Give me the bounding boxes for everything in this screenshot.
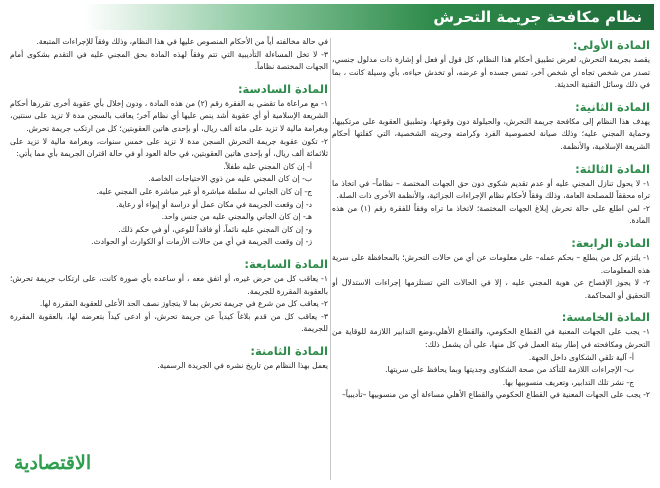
article-5-clause-1: ١- يجب على الجهات المعنية في القطاع الحكومي، والقطاع الأهلي،وضع التدابير اللازمة للوقاية من التحرش ومكافحته في إطار بيئة العمل في كل منها، على أن يشمل ذلك: (332, 327, 650, 349)
article-6-item: و- إن كان المجني عليه نائماً، أو فاقداً للوعي، أو في حكم ذلك. (118, 224, 312, 234)
article-7-clause-2: ٢- يعاقب كل من شرع في جريمة تحرش بما لا يتجاوز نصف الحد الأعلى للعقوبة المقررة لها. (39, 299, 328, 309)
article-8-text: يعمل بهذا النظام من تاريخ نشره في الجريدة الرسمية. (157, 360, 328, 370)
publisher-logo: الاقتصادية (14, 452, 92, 474)
article-4-clause-2: ٢- لا يجوز الإفصاح عن هوية المجني عليه ، إلا في الحالات التي تستلزمها إجراءات الاستدلال أو التحقيق أو المحاكمة. (332, 278, 650, 300)
article-5-continued-text: في حالة مخالفته أياً من الأحكام المنصوص عليها في هذا النظام، وذلك وفقاً للإجراءات المتبعة. (36, 37, 328, 46)
article-3-clause-2: ٢- لمن اطلع على حالة تحرش إبلاغ الجهات المختصة؛ لاتخاذ ما تراه وفقاً للفقرة رقم (١) من هذه المادة. (332, 203, 650, 226)
article-5-item-a: أ- آلية تلقي الشكاوى داخل الجهة. (528, 352, 634, 362)
article-5-heading: المادة الخامسة: (561, 310, 650, 325)
article-6-item: ج- إن كان الجاني له سلطة مباشرة أو غير مباشرة على المجني عليه. (96, 186, 312, 196)
article-4-heading: المادة الرابعة: (571, 235, 650, 250)
article-3-clause-1: ١- لا يحول تنازل المجني عليه أو عدم تقديم شكوى دون حق الجهات المختصة – نظاماً– في اتخاذ ما تراه محققاً للمصلحة العامة، وذلك وفقاً لأحكام نظام الإجراءات الجزائية، والأنظمة الأخرى ذات الصلة. (332, 178, 650, 201)
article-7-heading: المادة السابعة: (244, 256, 328, 271)
article-2-heading: المادة الثانية: (575, 99, 650, 114)
title-bar (6, 4, 654, 30)
article-6-item: ب- إن كان المجني عليه من ذوي الاحتياجات الخاصة. (148, 174, 312, 184)
article-5-clause-2: ٢- يجب على الجهات المعنية في القطاع الحكومي والقطاع الأهلي مساءلة أي من منسوبيها –تأديبياً– (341, 390, 650, 400)
article-4-clause-1: ١- يلتزم كل من يطلع – بحكم عمله– على معلومات عن أي من حالات التحرش؛ بالمحافظة على سرية هذه المعلومات. (332, 252, 650, 275)
article-5-item-b: ب- الإجراءات اللازمة للتأكد من صحة الشكاوى وجديتها وبما يحافظ على سريتها. (385, 365, 634, 375)
right-column (332, 36, 650, 486)
article-1-text: يقصد بجريمة التحرش، لغرض تطبيق أحكام هذا النظام، كل قول أو فعل أو إشارة ذات مدلول جنسي، تصدر من شخص تجاه أي شخص آخر، تمس جسده أو عرضه، أو تخدش حياءه، بأي وسيلة كانت ، بما في ذلك وسائل التقنية الحديثة. (332, 55, 650, 90)
article-6-heading: المادة السادسة: (237, 81, 328, 96)
article-1-heading: المادة الأولى: (572, 38, 650, 52)
column-divider (330, 38, 331, 480)
article-5-item-c: ج- نشر تلك التدابير، وتعريف منسوبيها بها. (502, 377, 634, 387)
article-7-clause-1: ١- يعاقب كل من حرض غيره، أو اتفق معه ، أو ساعده بأي صورة كانت، على ارتكاب جريمة تحرش؛ بالعقوبة المقررة للجريمة. (10, 273, 328, 296)
article-6-clause-2: ٢- تكون عقوبة جريمة التحرش السجن مدة لا تزيد على خمس سنوات، وبغرامة مالية لا تزيد على ثلاثمائة ألف ريال، أو بإحدى هاتين العقوبتين، في حالة العود أو في حالة اقتران الجريمة بأي مما يأتي: (10, 136, 328, 159)
article-7-clause-3: ٣- يعاقب كل من قدم بلاغاً كيدياً عن جريمة تحرش، أو ادعى كيداً بتعرضه لها، بالعقوبة المقررة للجريمة. (10, 311, 328, 334)
article-6-item: د- إن وقعت الجريمة في مكان عمل أو دراسة أو إيواء أو رعاية. (116, 199, 312, 209)
article-8-heading: المادة الثامنة: (250, 343, 328, 358)
article-3-heading: المادة الثالثة: (575, 161, 650, 176)
article-2-text: يهدف هذا النظام إلى مكافحة جريمة التحرش، والحيلولة دون وقوعها، وتطبيق العقوبة على مرتكبيها، وحماية المجني عليه؛ وذلك صيانة لخصوصية الفرد وكرامته وحريته الشخصية، التي كفلتها أحكام الشريعة الإسلامية، والأنظمة. (332, 116, 650, 151)
article-6-clause-1: ١- مع مراعاة ما تقضي به الفقرة رقم (٢) من هذه المادة ، ودون إخلال بأي عقوبة أخرى تقررها أحكام الشريعة الإسلامية أو أي عقوبة أشد ينص عليها أي نظام آخر؛ يعاقب بالسجن مدة لا تزيد على سنتين، وبغرامة مالية لا تزيد على مائة ألف ريال، أو بإحدى هاتين العقوبتين؛ كل من ارتكب جريمة تحرش. (10, 98, 328, 133)
left-column (10, 36, 328, 486)
article-5-clause-3: ٣- لا تخل المساءلة التأديبية التي تتم وفقاً لهذه المادة بحق المجني عليه في التقدم بشكوى أمام الجهات المختصة نظاماً. (10, 49, 328, 72)
article-6-item: أ- إن كان المجني عليه طفلاً. (223, 161, 312, 171)
article-6-item: ز- إن وقعت الجريمة في أي من حالات الأزمات أو الكوارث أو الحوادث. (91, 237, 312, 247)
article-6-item: هـ- إن كان الجاني والمجني عليه من جنس واحد. (161, 212, 312, 222)
page-title: نظام مكافحة جريمة التحرش (433, 8, 642, 26)
